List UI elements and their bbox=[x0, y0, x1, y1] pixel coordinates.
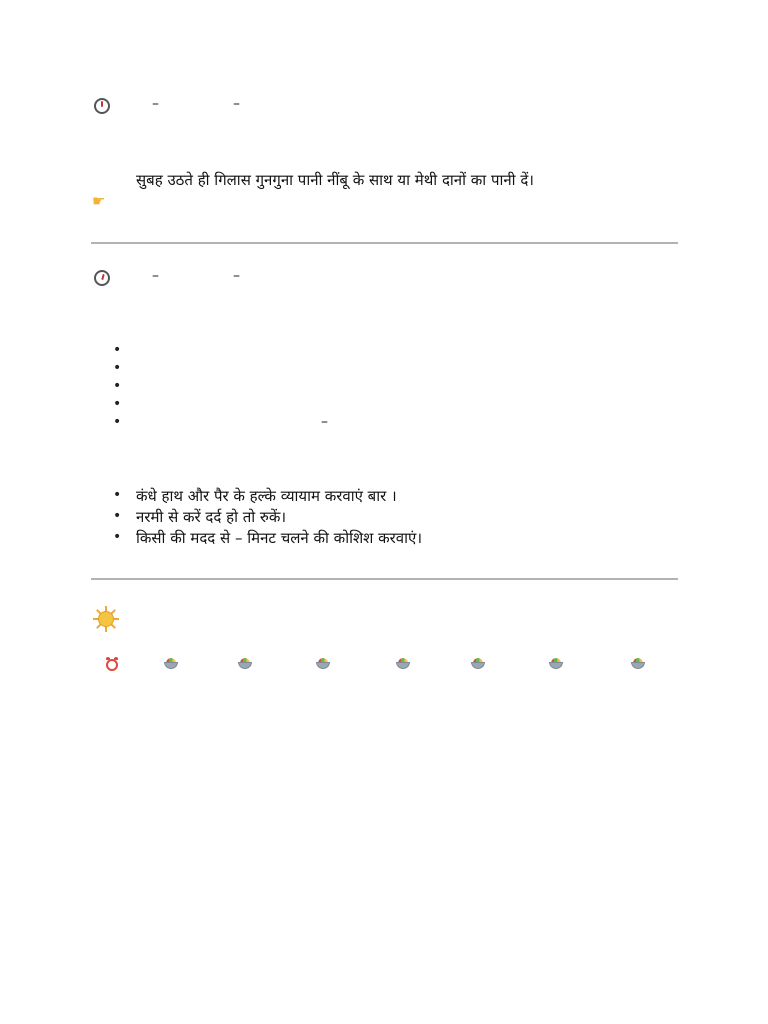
salad-bowl-icon bbox=[631, 658, 645, 670]
list-bullet: • bbox=[113, 487, 122, 503]
list-item-dash: – bbox=[321, 414, 328, 430]
salad-bowl-icon bbox=[471, 658, 485, 670]
list-item: • bbox=[113, 360, 122, 376]
exercise-item: किसी की मदद से – मिनट चलने की कोशिश करवाएं। bbox=[136, 529, 423, 547]
sun-face-icon bbox=[93, 606, 119, 632]
list-item: • bbox=[113, 342, 122, 358]
list-item: • bbox=[113, 396, 122, 412]
salad-bowl-icon bbox=[316, 658, 330, 670]
list-item: • bbox=[113, 414, 122, 430]
divider bbox=[91, 242, 678, 244]
list-bullet: • bbox=[113, 529, 122, 545]
exercise-item: नरमी से करें दर्द हो तो रुकें। bbox=[136, 508, 287, 526]
alarm-clock-icon bbox=[106, 659, 118, 671]
clock-icon bbox=[94, 98, 110, 114]
salad-bowl-icon bbox=[238, 658, 252, 670]
list-bullet: • bbox=[113, 508, 122, 524]
exercise-item: कंधे हाथ और पैर के हल्के व्यायाम करवाएं बार । bbox=[136, 487, 397, 505]
salad-bowl-icon bbox=[549, 658, 563, 670]
pointing-hand-icon: ☛ bbox=[92, 192, 106, 210]
clock-icon bbox=[94, 270, 110, 286]
section1-dash-b: – bbox=[233, 96, 240, 112]
section2-dash-b: – bbox=[233, 268, 240, 284]
section1-dash-a: – bbox=[152, 96, 159, 112]
morning-instruction: सुबह उठते ही गिलास गुनगुना पानी नींबू के साथ या मेथी दानों का पानी दें। bbox=[136, 171, 534, 189]
salad-bowl-icon bbox=[164, 658, 178, 670]
divider bbox=[91, 578, 678, 580]
salad-bowl-icon bbox=[396, 658, 410, 670]
section2-dash-a: – bbox=[152, 268, 159, 284]
list-item: • bbox=[113, 378, 122, 394]
